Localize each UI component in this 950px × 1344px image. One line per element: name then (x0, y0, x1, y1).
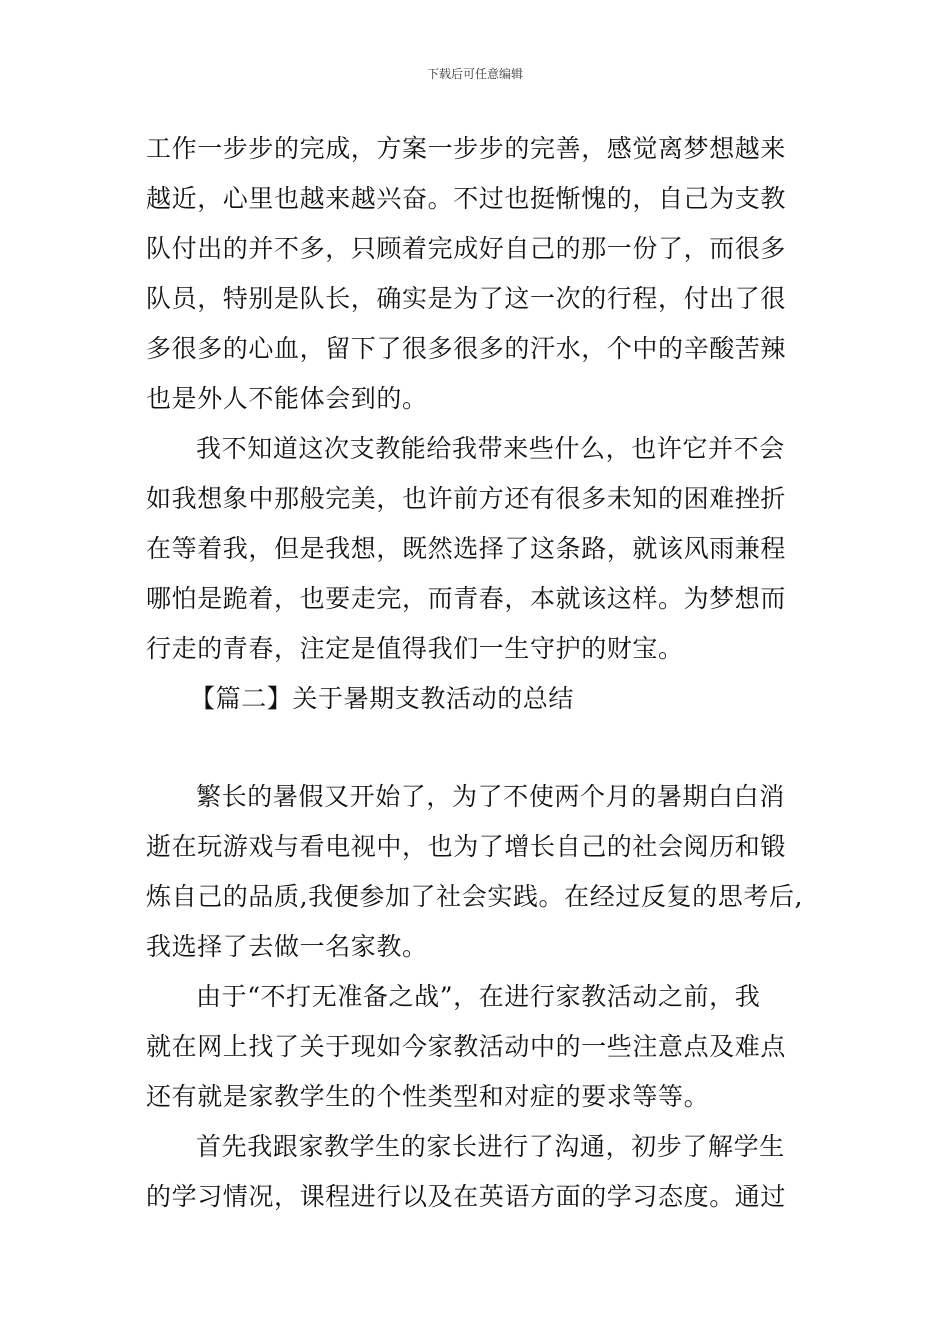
paragraph-start-line: 我不知道这次支教能给我带来些什么，也许它并不会 (196, 434, 785, 463)
body-line: 如我想象中那般完美，也许前方还有很多未知的困难挫折 (146, 484, 787, 513)
body-line: 我选择了去做一名家教。 (146, 932, 428, 961)
body-line: 越近，心里也越来越兴奋。不过也挺惭愧的，自己为支教 (146, 184, 787, 213)
body-line: 队员，特别是队长，确实是为了这一次的行程，付出了很 (146, 284, 787, 313)
section-heading: 【篇二】关于暑期支教活动的总结 (190, 684, 575, 713)
body-line: 在等着我，但是我想，既然选择了这条路，就该风雨兼程 (146, 534, 787, 563)
body-line: 就在网上找了关于现如今家教活动中的一些注意点及难点 (146, 1032, 787, 1061)
body-line: 还有就是家教学生的个性类型和对症的要求等等。 (146, 1082, 710, 1111)
body-line: 队付出的并不多，只顾着完成好自己的那一份了，而很多 (146, 234, 787, 263)
page-header-note: 下载后可任意编辑 (426, 67, 523, 81)
body-line: 哪怕是跪着，也要走完，而青春，本就该这样。为梦想而 (146, 584, 787, 613)
paragraph-start-line: 首先我跟家教学生的家长进行了沟通，初步了解学生 (196, 1132, 785, 1161)
paragraph-start-line: 繁长的暑假又开始了，为了不使两个月的暑期白白消 (196, 782, 785, 811)
paragraph-start-line: 由于“不打无准备之战”，在进行家教活动之前，我 (196, 982, 761, 1011)
body-line: 逝在玩游戏与看电视中，也为了增长自己的社会阅历和锻 (146, 832, 787, 861)
body-line: 多很多的心血，留下了很多很多的汗水，个中的辛酸苦辣 (146, 334, 787, 363)
body-line: 的学习情况，课程进行以及在英语方面的学习态度。通过 (146, 1182, 787, 1211)
body-line: 炼自己的品质,我便参加了社会实践。在经过反复的思考后, (146, 882, 804, 911)
body-line: 也是外人不能体会到的。 (146, 384, 428, 413)
body-line: 行走的青春，注定是值得我们一生守护的财宝。 (146, 634, 684, 663)
body-line: 工作一步步的完成，方案一步步的完善，感觉离梦想越来 (146, 134, 787, 163)
